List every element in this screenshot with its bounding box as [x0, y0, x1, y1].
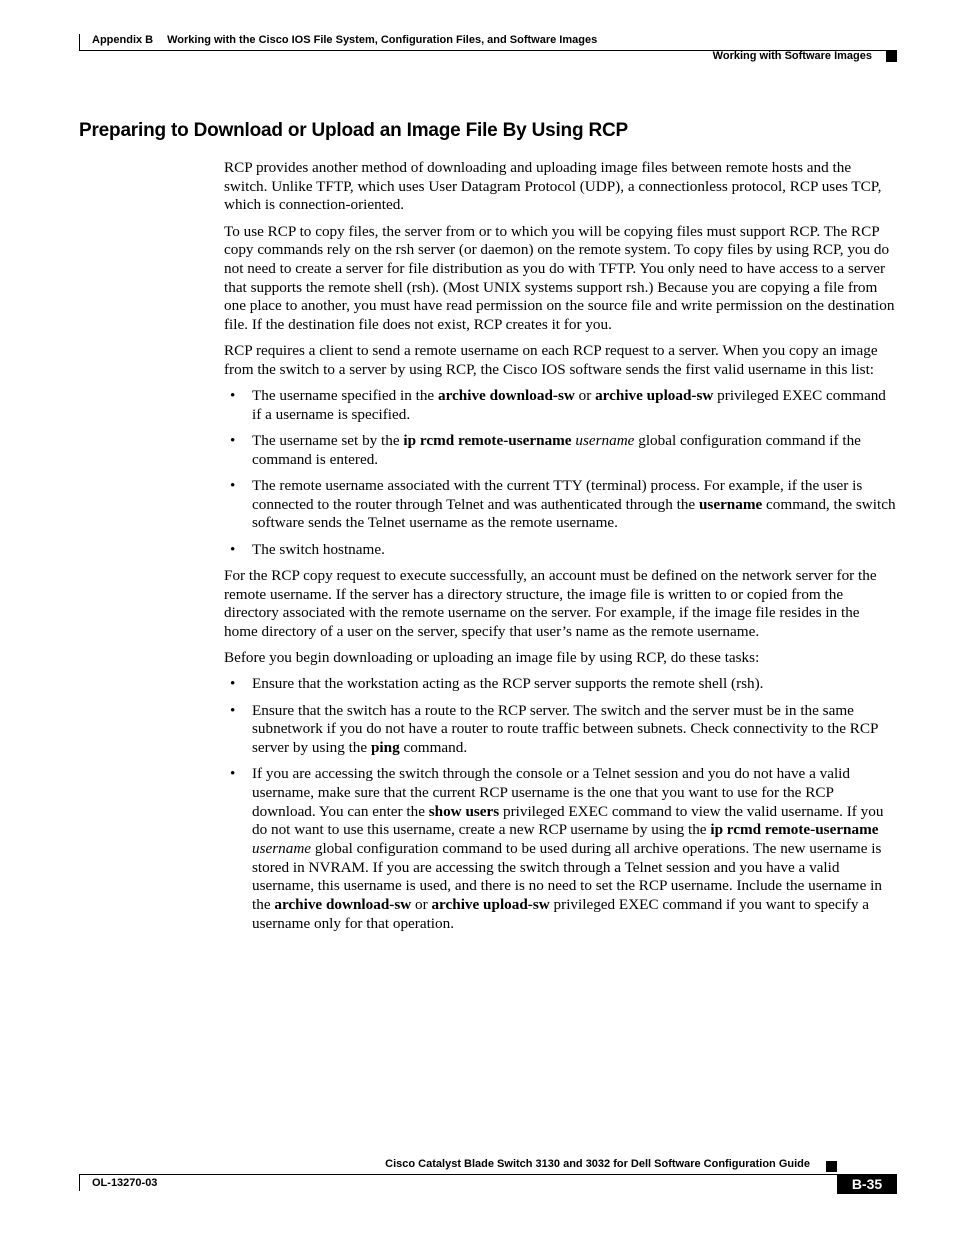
text: The username specified in the: [252, 387, 438, 405]
list-item: [224, 387, 896, 424]
paragraph-intro: RCP provides another method of downloading and uploading image files between remote hosts and the switch. Unlike TFTP, which uses User Datagram Protocol (UDP), a connectionless protocol, RCP uses TCP, which is connection-oriented.: [224, 159, 882, 214]
paragraph-tasks-intro: Before you begin downloading or uploading an image file by using RCP, do these tasks:: [224, 649, 760, 667]
task-list: [224, 675, 896, 933]
command-argument: username: [252, 840, 312, 857]
footer-marker: [826, 1161, 837, 1172]
footer-guide-title: Cisco Catalyst Blade Switch 3130 and 3032 for Dell Software Configuration Guide: [385, 1158, 810, 1170]
text: Ensure that the switch has a route to the RCP server. The switch and the server must be in the same subnetwork if you do not have a router to route traffic between subnets. Check connectivity to the RCP server by using the: [252, 701, 878, 756]
command-keyword: archive upload-sw: [431, 896, 550, 914]
text: privileged EXEC command if a username is specified.: [252, 387, 886, 423]
body-text: [224, 159, 896, 941]
footer-rule: [79, 1174, 897, 1175]
bullet: •: [230, 675, 236, 693]
text: privileged EXEC command if you want to specify a username only for that operation.: [252, 896, 870, 932]
footer-doc-number: OL-13270-03: [92, 1177, 158, 1189]
text: If you are accessing the switch through the console or a Telnet session and you do not have a valid username, make sure that the current RCP username is the one that you want to use for the RCP download. You can enter the: [252, 765, 850, 820]
list-item: [224, 702, 896, 758]
username-list: [224, 387, 896, 559]
section-title: Preparing to Download or Upload an Image File By Using RCP: [79, 120, 628, 141]
text: command, the switch software sends the Telnet username as the remote username.: [252, 495, 896, 532]
header-section: Working with Software Images: [712, 50, 872, 62]
command-keyword: show users: [428, 802, 500, 820]
list-item: [224, 541, 896, 560]
text: command.: [399, 738, 468, 756]
header-left: [92, 34, 597, 46]
bullet: •: [230, 765, 236, 783]
header-marker: [886, 51, 897, 62]
list-item: [224, 675, 896, 694]
text: or: [411, 896, 432, 914]
list-item: [224, 432, 896, 469]
command-keyword: ip rcmd remote-username: [403, 432, 572, 450]
page-number: B-35: [837, 1174, 897, 1194]
command-keyword: username: [698, 495, 763, 513]
bullet: •: [230, 432, 236, 450]
command-argument: username: [575, 432, 635, 450]
text: The switch hostname.: [252, 540, 385, 558]
text: The username set by the: [252, 432, 404, 450]
command-keyword: ping: [370, 738, 400, 756]
command-keyword: archive download-sw: [437, 387, 575, 405]
bullet: •: [230, 477, 236, 495]
footer-vertical-rule: [79, 1174, 80, 1191]
command-keyword: ip rcmd remote-username: [710, 821, 879, 839]
text: The remote username associated with the current TTY (terminal) process. For example, if the user is connected to the router through Telnet and was authenticated through the: [252, 477, 863, 513]
header-appendix: Appendix B: [92, 34, 154, 46]
paragraph-rcp-requirements: To use RCP to copy files, the server from or to which you will be copying files must support RCP. The RCP copy commands rely on the rsh server (or daemon) on the remote system. To copy files by using RCP, you do not need to create a server for file distribution as you do with TFTP. You only need to have access to a server that supports the remote shell (rsh). (Most UNIX systems support rsh.) Because you are copying a file from one place to another, you must have read permission on the source file and write permission on the destination file. If the destination file does not exist, RCP creates it for you.: [224, 222, 895, 334]
bullet: •: [230, 701, 236, 719]
text: global configuration command to be used during all archive operations. The new username is stored in NVRAM. If you are accessing the switch through a Telnet session and you have a valid username, this username is used, and there is no need to set the RCP username. Include the username in the: [252, 840, 882, 914]
text: or: [574, 387, 596, 405]
bullet: •: [230, 540, 236, 558]
header-chapter: Working with the Cisco IOS File System, Configuration Files, and Software Images: [167, 34, 598, 46]
text: Ensure that the workstation acting as the RCP server supports the remote shell (rsh).: [252, 675, 764, 693]
bullet: •: [230, 387, 236, 405]
text: global configuration command if the command is entered.: [252, 432, 861, 468]
command-keyword: archive download-sw: [274, 896, 412, 914]
paragraph-account: For the RCP copy request to execute successfully, an account must be defined on the network server for the remote username. If the server has a directory structure, the image file is written to or copied from the directory associated with the remote username on the server. For example, if the image file resides in the home directory of a user on the server, specify that user’s name as the remote username.: [224, 566, 877, 640]
header-vertical-rule: [79, 34, 80, 51]
list-item: [224, 477, 896, 533]
command-keyword: archive upload-sw: [595, 387, 714, 405]
list-item: [224, 765, 896, 933]
text: privileged EXEC command to view the valid username. If you do not want to use this username, create a new RCP username by using the: [252, 802, 884, 839]
paragraph-username-order: RCP requires a client to send a remote username on each RCP request to a server. When you copy an image from the switch to a server by using RCP, the Cisco IOS software sends the first valid username in this list:: [224, 342, 878, 379]
